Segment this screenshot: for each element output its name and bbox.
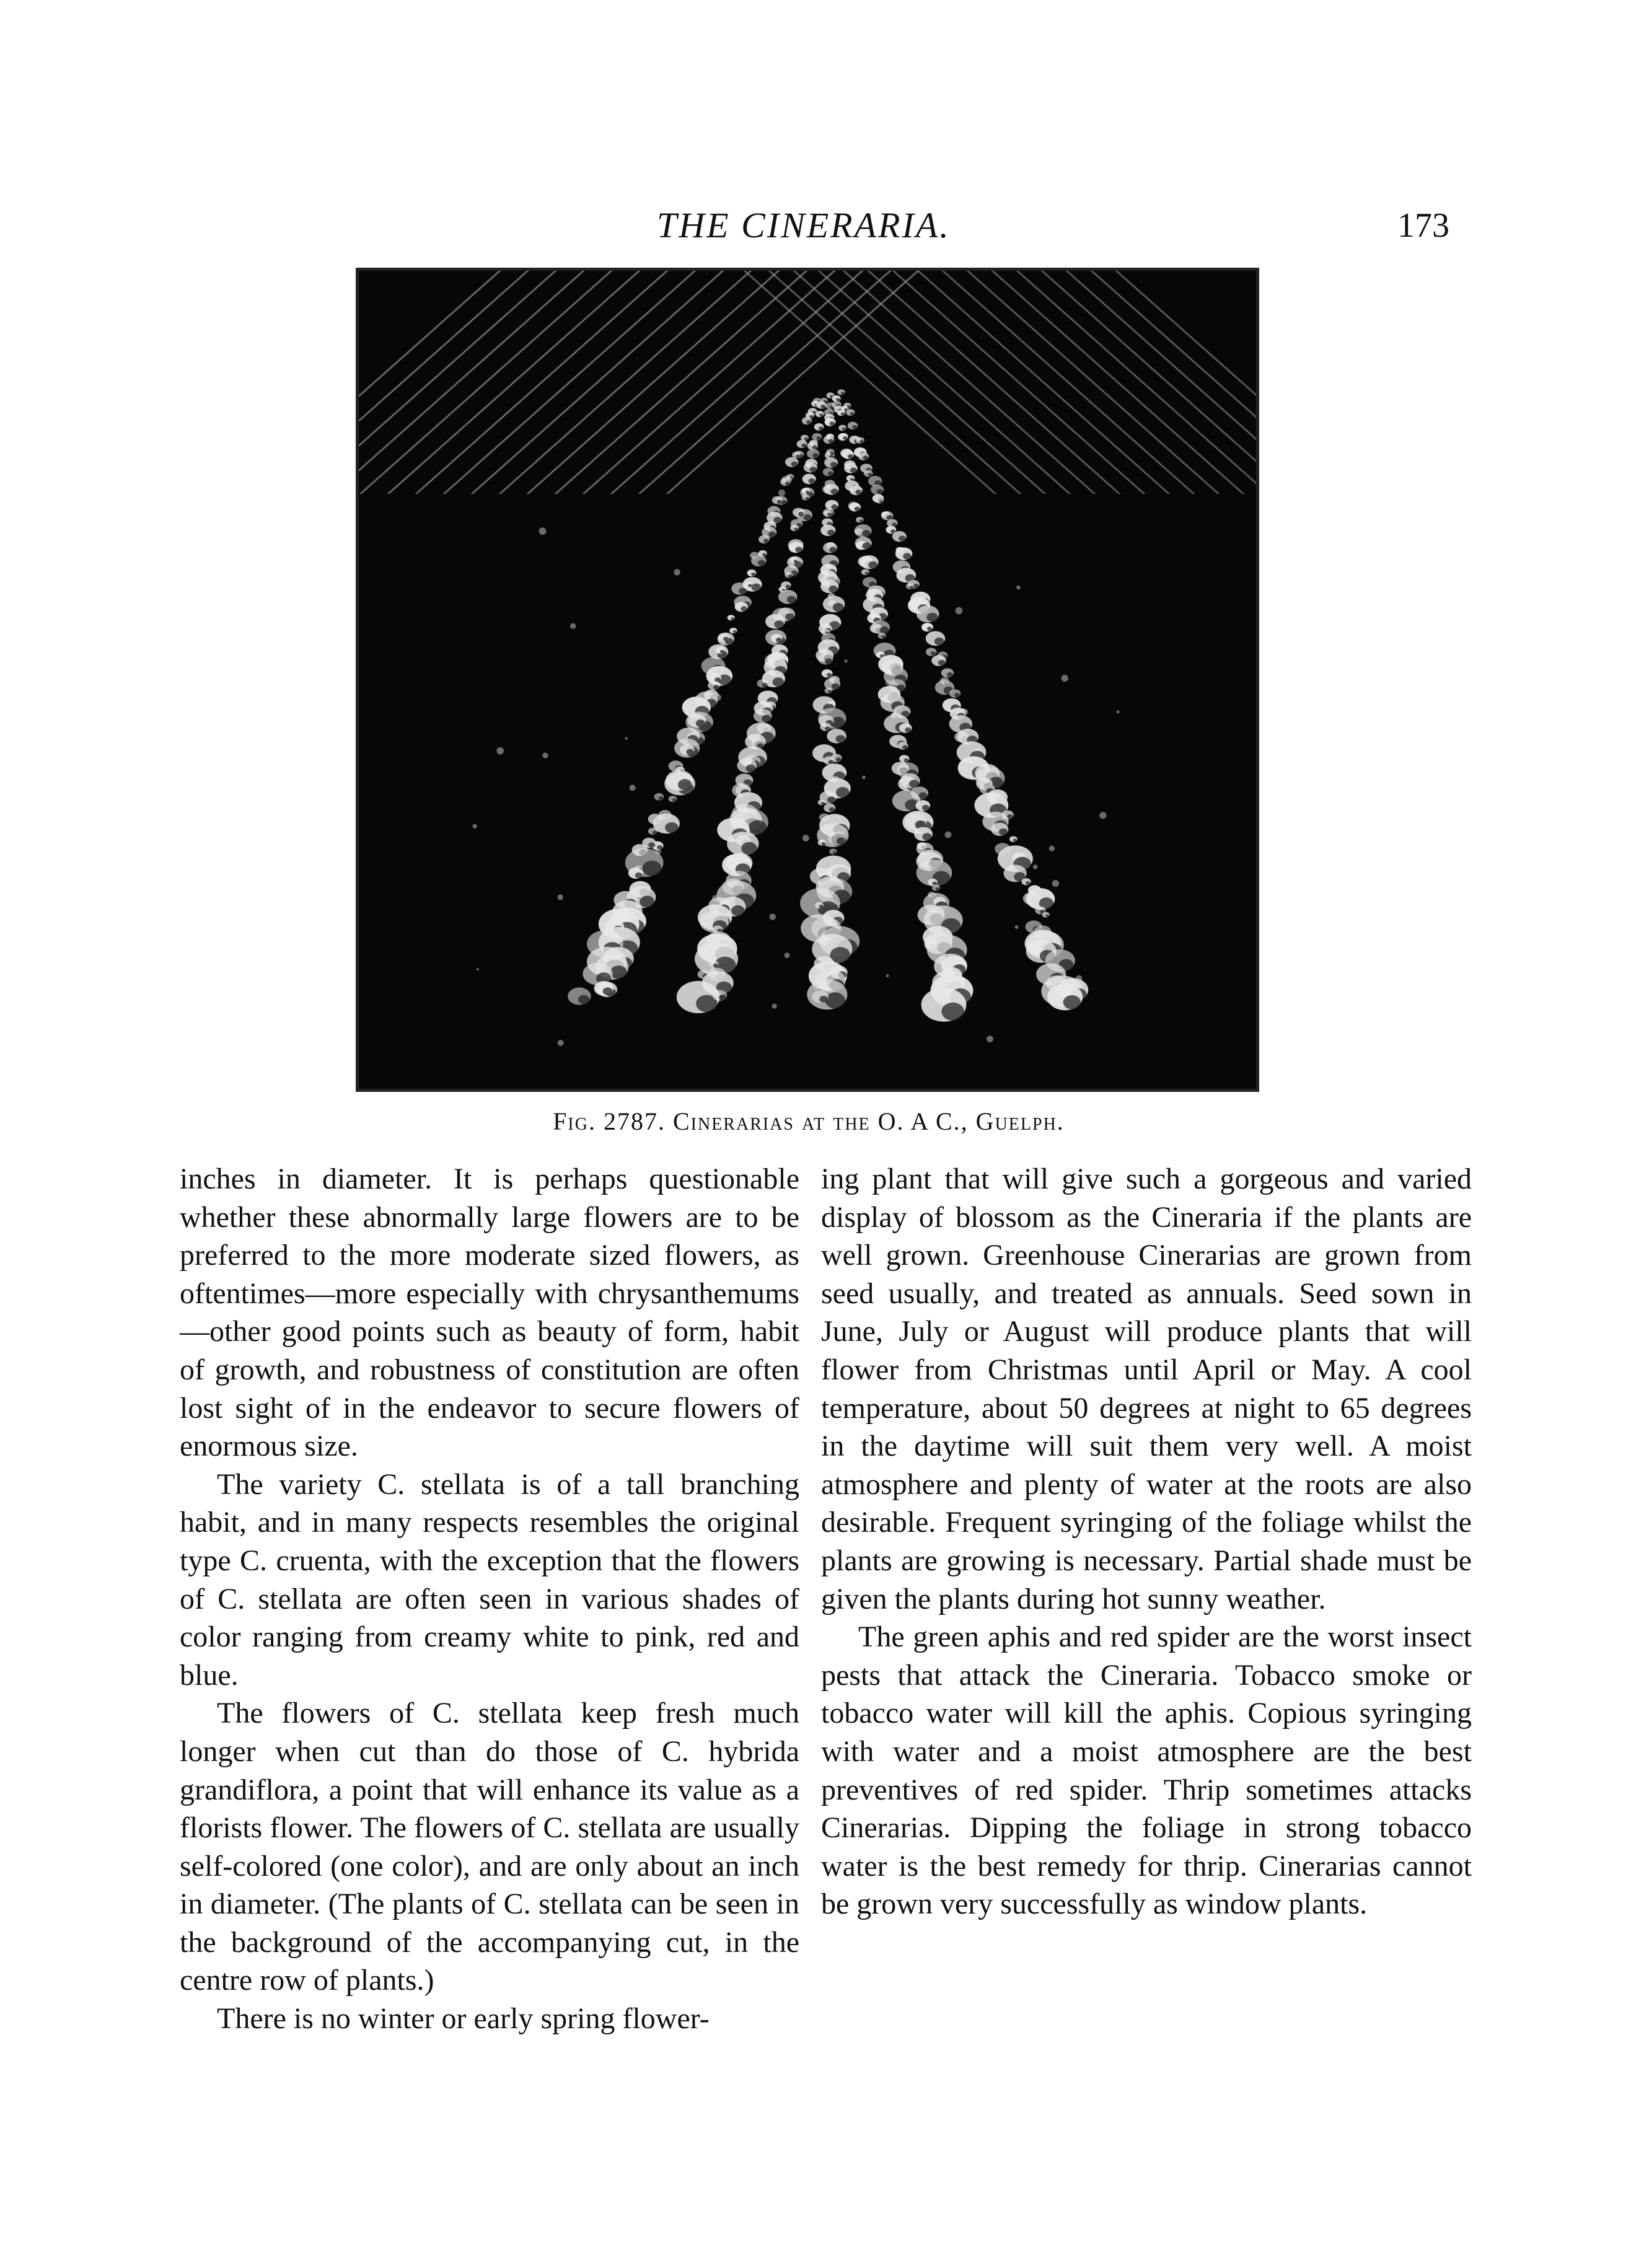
right-paragraph-2: The green aphis and red spider are the worst insect pests that attack the Cineraria. Tobacco smoke or tobacco water will kill the aphis. Copious syringing with water and a moist atmosphere are the best preventives of red spider. Thrip sometimes attacks Cinerarias. Dipping the foliage in strong tobacco water is the best remedy for thrip. Cinerarias cannot be grown very successfully as window plants. bbox=[821, 1620, 1472, 1921]
left-column bbox=[180, 1160, 799, 2038]
running-head bbox=[0, 204, 1644, 254]
right-paragraph-1: ing plant that will give such a gorgeous and varied display of blossom as the Cineraria if the plants are well grown. Greenhouse Cinerarias are grown from seed usually, and treated as annuals. Seed sown in June, July or August will produce plants that will flower from Christmas until April or May. A cool temperature, about 50 degrees at night to 65 degrees in the daytime will suit them very well. A moist atmosphere and plenty of water at the roots are also desirable. Frequent syringing of the foliage whilst the plants are growing is necessary. Partial shade must be given the plants during hot sunny weather. bbox=[821, 1163, 1472, 1615]
figure-caption: Fig. 2787. Cinerarias at the O. A C., Guelph. bbox=[553, 1107, 1065, 1135]
running-title: THE CINERARIA. bbox=[657, 205, 951, 245]
left-paragraph-3: The flowers of C. stellata keep fresh much longer when cut than do those of C. hybrida grandiflora, a point that will enhance its value as a florists flower. The flowers of C. stellata are usually self-colored (one color), and are only about an inch in diameter. (The plants of C. stellata can be seen in the background of the accompanying cut, in the centre row of plants.) bbox=[180, 1697, 799, 1997]
left-paragraph-2: The variety C. stellata is of a tall branching habit, and in many respects resembles the original type C. cruenta, with the exception that the flowers of C. stellata are often seen in various shades of color ranging from creamy white to pink, red and blue. bbox=[180, 1467, 799, 1692]
left-paragraph-1: inches in diameter. It is perhaps questionable whether these abnormally large flowers are to be preferred to the more moderate sized flowers, as oftentimes—more especially with chrysanthemums—other good points such as beauty of form, habit of growth, and robustness of constitution are often lost sight of in the endeavor to secure flowers of enormous size. bbox=[180, 1163, 799, 1463]
right-column bbox=[821, 1160, 1472, 1923]
left-paragraph-4: There is no winter or early spring flower- bbox=[217, 2002, 710, 2036]
page-number: 173 bbox=[1397, 206, 1449, 245]
figure-photograph bbox=[356, 268, 1259, 1092]
greenhouse-photo bbox=[359, 271, 1256, 1089]
